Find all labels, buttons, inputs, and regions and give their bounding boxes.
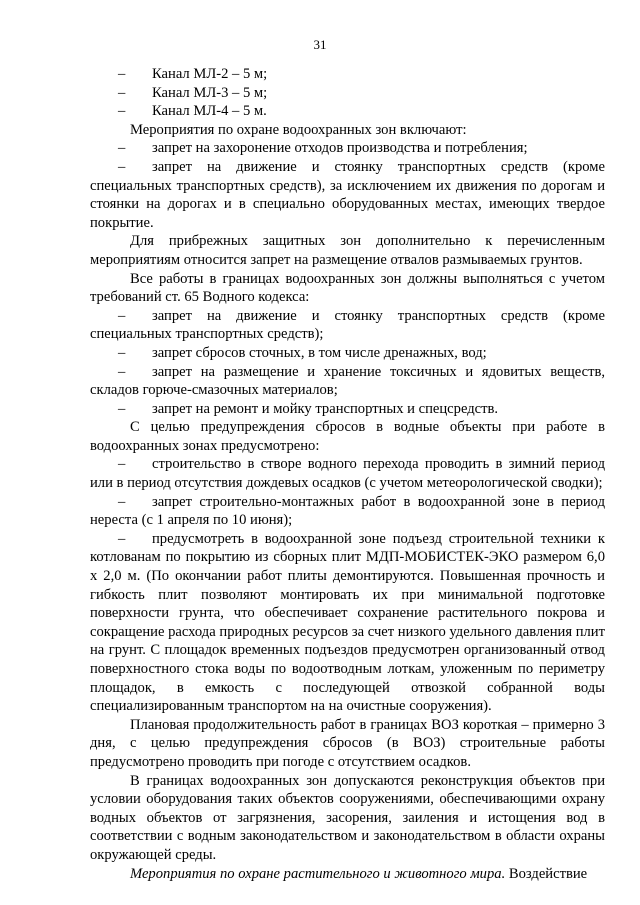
paragraph-text: Воздействие bbox=[505, 865, 588, 882]
list-item bbox=[90, 455, 605, 492]
paragraph: С целью предупреждения сбросов в водные объекты при работе в водоохранных зонах предусмотрено: bbox=[90, 419, 605, 454]
dash-marker: – bbox=[118, 456, 126, 473]
page-number: 31 bbox=[313, 37, 327, 52]
list-item bbox=[90, 65, 605, 84]
dash-marker: – bbox=[118, 307, 126, 324]
list-item bbox=[90, 84, 605, 103]
dash-marker: – bbox=[118, 158, 126, 175]
dash-marker: – bbox=[118, 493, 126, 510]
list-item bbox=[90, 400, 605, 419]
paragraph: Для прибрежных защитных зон дополнительно к перечисленным мероприятиям относится запрет на размещение отвалов размываемых грунтов. bbox=[90, 233, 605, 268]
dash-marker: – bbox=[118, 363, 126, 380]
section-heading-italic: Мероприятия по охране растительного и животного мира. bbox=[130, 865, 506, 882]
list-item bbox=[90, 307, 605, 344]
dash-marker: – bbox=[118, 84, 126, 101]
dash-marker: – bbox=[118, 66, 126, 82]
list-item bbox=[90, 139, 605, 158]
paragraph: Мероприятия по охране водоохранных зон включают: bbox=[130, 121, 467, 138]
list-item bbox=[90, 158, 605, 232]
list-item bbox=[90, 530, 605, 716]
list-item-text: запрет на захоронение отходов производства и потребления; bbox=[152, 140, 528, 157]
list-item bbox=[90, 102, 605, 121]
list-item-text: запрет на движение и стоянку транспортных средств (кроме специальных транспортных средств), за исключением их движения по дорогам и стоянки на дорогах и в специально оборудованных местах, имеющих твердое покрытие. bbox=[90, 158, 605, 231]
list-item bbox=[90, 493, 605, 530]
list-item-text: предусмотреть в водоохранной зоне подъезд строительной техники к котлованам по покрытию из сборных плит МДП-МОБИСТЕК-ЭКО размером 6,0 х 2,0 м. (По окончании работ плиты демонтируются. Повышенная прочность и гибкость плит позволяют монтировать их при минимальной подготовке поверхности грунта, что обеспечивает сохранение растительного покрова и сокращение расхода природных ресурсов за счет низкого удельного давления плит на грунт. С площадок временных подъездов предусмотрен организованный отвод поверхностного стока воды по водоотводным лоткам, уложенным по периметру площадок, в емкость с последующей отвозкой собранной воды специализированным транспортом на на очистные сооружения). bbox=[90, 530, 605, 715]
paragraph: Все работы в границах водоохранных зон должны выполняться с учетом требований ст. 65 Водного кодекса: bbox=[90, 270, 605, 306]
list-item-text: запрет на движение и стоянку транспортных средств (кроме специальных транспортных средств); bbox=[90, 307, 605, 343]
paragraph: В границах водоохранных зон допускаются реконструкция объектов при условии оборудования таких объектов сооружениями, обеспечивающими охрану водных объектов от загрязнения, засорения, заиления и истощения вод в соответствии с водным законодательством и законодательством в области охраны окружающей среды. bbox=[90, 772, 605, 863]
list-item bbox=[90, 344, 605, 363]
list-item-text: строительство в створе водного перехода проводить в зимний период или в период отсутствия дождевых осадков (с учетом метеорологической сводки); bbox=[90, 456, 605, 492]
document-body bbox=[90, 65, 605, 883]
list-item-text: Канал МЛ-3 – 5 м; bbox=[152, 84, 268, 101]
dash-marker: – bbox=[118, 400, 126, 417]
list-item-text: запрет сбросов сточных, в том числе дренажных, вод; bbox=[152, 344, 487, 361]
dash-marker: – bbox=[118, 530, 126, 547]
dash-marker: – bbox=[118, 344, 126, 361]
paragraph: Плановая продолжительность работ в границах ВОЗ короткая – примерно 3 дня, с целью предупреждения сбросов (в ВОЗ) строительные работы предусмотрено проводить при погоде с отсутствием осадков. bbox=[90, 716, 605, 770]
list-item-text: запрет на размещение и хранение токсичных и ядовитых веществ, складов горюче-смазочных материалов; bbox=[90, 363, 605, 399]
dash-marker: – bbox=[118, 103, 126, 120]
list-item bbox=[90, 363, 605, 400]
dash-marker: – bbox=[118, 140, 126, 157]
list-item-text: запрет на ремонт и мойку транспортных и спецсредств. bbox=[152, 400, 499, 417]
list-item-text: Канал МЛ-2 – 5 м; bbox=[152, 66, 268, 82]
paragraph bbox=[90, 865, 605, 884]
list-item-text: Канал МЛ-4 – 5 м. bbox=[152, 103, 267, 120]
list-item-text: запрет строительно-монтажных работ в водоохранной зоне в период нереста (с 1 апреля по 10 июня); bbox=[90, 493, 605, 529]
